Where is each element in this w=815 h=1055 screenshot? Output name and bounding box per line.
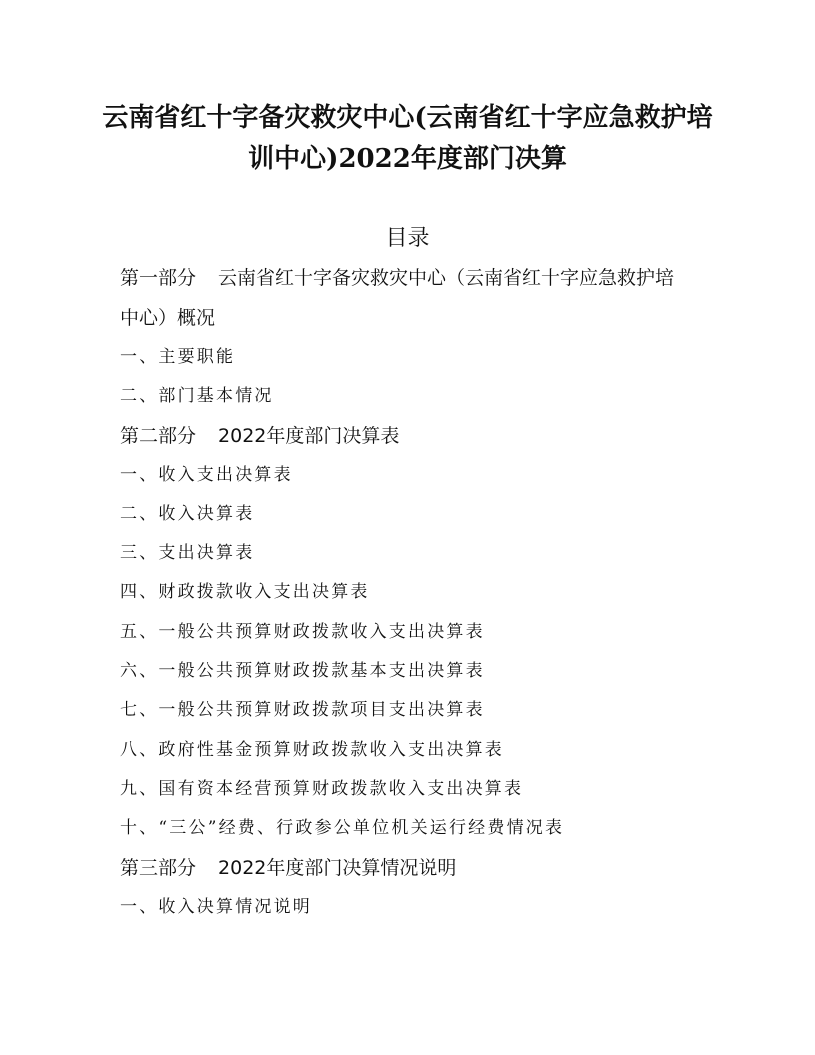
part3-label: 第三部分 [120,857,197,879]
toc-item: 四、财政拨款收入支出决算表 [120,582,370,602]
part3-heading [120,856,456,880]
toc-item: 十、“三公”经费、行政参公单位机关运行经费情况表 [120,818,565,838]
toc-item: 一、收入支出决算表 [120,465,293,485]
part2-title: 2022年度部门决算表 [218,425,400,447]
toc-heading: 目录 [385,226,430,251]
toc-item: 九、国有资本经营预算财政拨款收入支出决算表 [120,779,524,799]
toc-item: 七、一般公共预算财政拨款项目支出决算表 [120,700,485,720]
toc-item: 五、一般公共预算财政拨款收入支出决算表 [120,622,485,642]
part1-label: 第一部分 [120,267,197,289]
part1-title-line-1: 云南省红十字备灾救灾中心（云南省红十字应急救护培 [218,267,675,289]
toc-item: 八、政府性基金预算财政拨款收入支出决算表 [120,740,504,760]
toc-item: 二、收入决算表 [120,504,255,524]
toc-item: 六、一般公共预算财政拨款基本支出决算表 [120,661,485,681]
part1-title-line-2: 中心）概况 [120,307,216,329]
part2-heading [120,424,399,448]
part2-label: 第二部分 [120,425,197,447]
toc-item: 二、部门基本情况 [120,386,274,406]
document-title-line-2: 训中心)2022年度部门决算 [248,144,567,174]
toc-item: 一、主要职能 [120,347,236,367]
part3-title: 2022年度部门决算情况说明 [218,857,457,879]
toc-item: 三、支出决算表 [120,543,255,563]
part1-heading [120,266,674,290]
toc-item: 一、收入决算情况说明 [120,897,312,917]
document-title-line-1: 云南省红十字备灾救灾中心(云南省红十字应急救护培 [102,103,713,133]
